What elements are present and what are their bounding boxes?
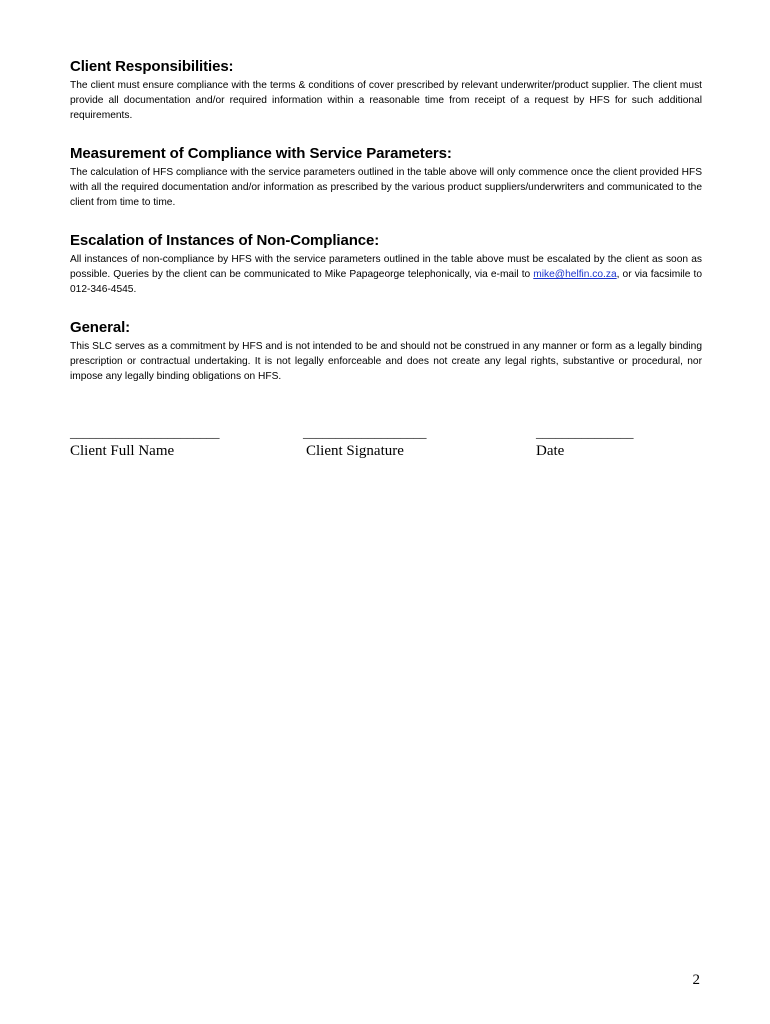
signature-client-full-name: [70, 426, 220, 460]
section-general: [70, 319, 702, 384]
signature-line: _______________: [536, 425, 634, 440]
section-body: [70, 252, 702, 297]
signature-label: Client Signature: [306, 443, 404, 459]
escalation-text-end: , or via facsimile to 012-346-4545.: [70, 269, 702, 295]
signature-date: [536, 426, 634, 460]
section-measurement-of-compliance: [70, 145, 702, 210]
section-client-responsibilities: [70, 58, 702, 123]
section-escalation: [70, 232, 702, 297]
signature-client-signature: [303, 426, 427, 460]
section-heading: Client Responsibilities:: [70, 58, 234, 75]
section-heading: Escalation of Instances of Non-Compliance:: [70, 232, 380, 249]
page-number: 2: [692, 972, 700, 988]
signature-line: _______________________: [70, 425, 220, 440]
section-body: The calculation of HFS compliance with the service parameters outlined in the table above will only commence once the client provided HFS with all the required documentation and/or information as prescribed by the various product suppliers/underwriters and communicated to the client from time to time.: [70, 167, 702, 208]
signature-label: Date: [536, 443, 565, 459]
section-body: The client must ensure compliance with the terms & conditions of cover prescribed by relevant underwriter/product supplier. The client must provide all documentation and/or required information within a reasonable time from receipt of a request by HFS for such additional requirements.: [70, 80, 702, 121]
escalation-text: All instances of non-compliance by HFS with the service parameters outlined in the table above must be escalated by the client as soon as possible. Queries by the client can be communicated to Mike Papageorge telephonically, via e-mail to: [70, 254, 702, 280]
section-body: This SLC serves as a commitment by HFS and is not intended to be and should not be construed in any manner or form as a legally binding prescription or contractual undertaking. It is not legally enforceable and does not create any legal rights, substantive or procedural, nor impose any legally binding obligations on HFS.: [70, 341, 702, 382]
email-link[interactable]: mike@helfin.co.za: [533, 269, 617, 280]
signature-line: ___________________: [303, 425, 427, 440]
signature-label: Client Full Name: [70, 443, 175, 459]
section-heading: General:: [70, 319, 131, 336]
section-heading: Measurement of Compliance with Service Parameters:: [70, 145, 452, 162]
